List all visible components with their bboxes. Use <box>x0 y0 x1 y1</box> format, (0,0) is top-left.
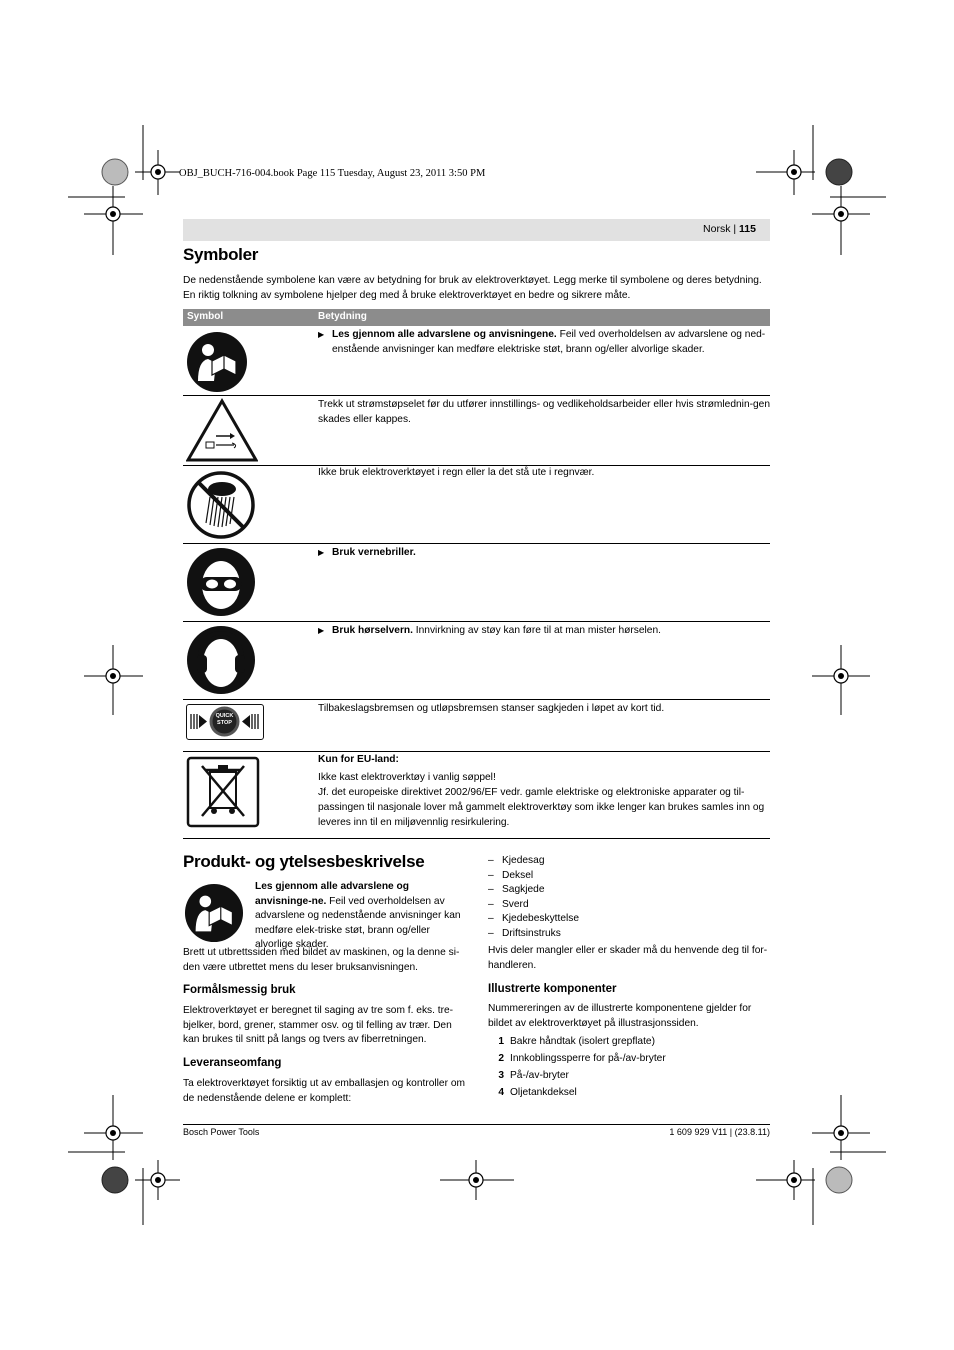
row-5-text: Innvirkning av støy kan føre til at man mister hørselen. <box>412 625 661 636</box>
row-7-bold: Kun for EU-land: <box>318 754 399 765</box>
unplug-warning-icon <box>186 398 258 467</box>
row-meaning-2: Trekk ut strømstøpselet før du utfører innstillings- og vedlikeholdsarbeider eller hvis strømlednin-gen skades eller kappes. <box>318 399 770 425</box>
section-title-product: Produkt- og ytelsesbeskrivelse <box>183 852 425 871</box>
footer-doc-number: 1 609 929 V11 | (23.8.11) <box>669 1127 770 1137</box>
quick-stop-icon <box>186 704 264 740</box>
missing-parts-text: Hvis deler mangler eller er skader må du henvende deg til for-handleren. <box>488 945 768 971</box>
col-meaning: Betydning <box>318 311 367 322</box>
row-meaning-6: Tilbakeslagsbremsen og utløpsbremsen stanser sagkjeden i løpet av kort tid. <box>318 703 665 714</box>
row-divider <box>183 543 770 544</box>
fold-out-text: Brett ut utbrettssiden med bildet av maskinen, og la denne si-den være utbrettet mens du leser bruksanvisningen. <box>183 947 460 973</box>
product-warning-text: Feil ved overholdelsen av advarslene og nedenstående anvisninger kan medføre elek-triske støt, brann og/eller alvorlige skader. <box>255 895 461 950</box>
row-1-bold: Les gjennom alle advarslene og anvisningene. <box>332 329 557 340</box>
intended-use-heading: Formålsmessig bruk <box>183 984 296 996</box>
row-divider <box>183 838 770 839</box>
section-title-symbols: Symboler <box>183 245 259 264</box>
list-item: – Driftsinstruks <box>488 927 561 939</box>
components-text: Nummereringen av de illustrerte komponentene gjelder for bildet av elektroverktøyet på illustrasjonssiden. <box>488 1003 752 1029</box>
product-warning <box>255 880 467 953</box>
footer-divider <box>183 1124 770 1125</box>
symbols-intro: De nedenstående symbolene kan være av betydning for bruk av elektroverktøyet. Legg merke til symbolene og deres betydning. En riktig tolkning av symbolene hjelper deg med å bruke elektroverktøyet en bedre og sikrere måte. <box>183 275 762 301</box>
header-language: Norsk <box>703 223 731 235</box>
col-symbol: Symbol <box>187 311 224 322</box>
row-meaning-1: ▶ Les gjennom alle advarslene og anvisningene. Feil ved overholdelsen av advarslene og ned-enstående anvisninger kan medføre elektriske støt, brann og/eller alvorlige skader. <box>318 329 766 355</box>
footer-brand: Bosch Power Tools <box>183 1127 260 1137</box>
page-header <box>183 219 770 241</box>
list-item: – Kjedebeskyttelse <box>488 913 580 924</box>
quick-stop-label-top: QUICK <box>215 713 234 719</box>
row-divider <box>183 621 770 622</box>
components-list <box>488 1033 772 1101</box>
list-item: – Deksel <box>488 869 534 881</box>
row-meaning-3: Ikke bruk elektroverktøyet i regn eller la det stå ute i regnvær. <box>318 467 595 478</box>
delivery-items-list <box>488 854 770 941</box>
row-4-bold: Bruk vernebriller. <box>332 547 416 558</box>
row-7-line3: Jf. det europeiske direktivet 2002/96/EF vedr. gamle elektriske og elektroniske apparater og til-passingen til nasjonale lover må gammelt elektroverktøy som ikke lenger kan brukes samles inn og leveres inn til en miljøvennlig resirkulering. <box>318 787 765 828</box>
row-1-text: Feil ved overholdelsen av advarslene og ned-enstående anvisninger kan medføre elektriske støt, brann og/eller alvorlige skader. <box>332 329 766 355</box>
delivery-text: Ta elektroverktøyet forsiktig ut av emballasjen og kontroller om de nedenstående delene er komplett: <box>183 1078 465 1104</box>
header-separator: | <box>733 223 737 235</box>
safety-goggles-icon <box>186 547 256 622</box>
row-divider <box>183 699 770 700</box>
no-rain-icon <box>186 471 256 544</box>
page-number: 115 <box>739 223 756 235</box>
row-divider <box>183 395 770 396</box>
crossed-bin-icon <box>186 756 260 833</box>
list-item: – Kjedesag <box>488 855 545 866</box>
list-item: 2 Innkoblingssperre for på-/av-bryter <box>498 1053 666 1064</box>
product-warning-bold: Les gjennom alle advarslene og anvisninge-ne. <box>255 881 409 907</box>
read-manual-icon <box>184 883 244 948</box>
delivery-heading: Leveranseomfang <box>183 1057 282 1069</box>
print-info: OBJ_BUCH-716-004.book Page 115 Tuesday, August 23, 2011 3:50 PM <box>179 168 486 179</box>
list-item: 1 Bakre håndtak (isolert grepflate) <box>498 1036 655 1047</box>
quick-stop-label-bottom: STOP <box>217 720 232 726</box>
row-meaning-7 <box>318 752 770 830</box>
row-5-bold: Bruk hørselvern. <box>332 625 413 636</box>
row-meaning-4: ▶ Bruk vernebriller. <box>318 547 416 558</box>
row-7-line2: Ikke kast elektroverktøy i vanlig søppel! <box>318 772 496 783</box>
components-heading: Illustrerte komponenter <box>488 983 617 995</box>
row-meaning-5: ▶ Bruk hørselvern. Innvirkning av støy kan føre til at man mister hørselen. <box>318 625 661 636</box>
symbols-table-header <box>183 309 770 326</box>
list-item: 3 På-/av-bryter <box>498 1070 569 1081</box>
list-item: – Sagkjede <box>488 884 545 895</box>
intended-use-text: Elektroverktøyet er beregnet til saging av tre som f. eks. tre-bjelker, bord, grener, stammer osv. og til felling av trær. Den kan brukes til snitt på langs og tvers av fiberretningen. <box>183 1005 454 1045</box>
ear-protection-icon <box>186 625 256 700</box>
list-item: – Sverd <box>488 898 529 910</box>
list-item: 4 Oljetankdeksel <box>498 1087 577 1098</box>
read-manual-icon <box>186 331 248 398</box>
